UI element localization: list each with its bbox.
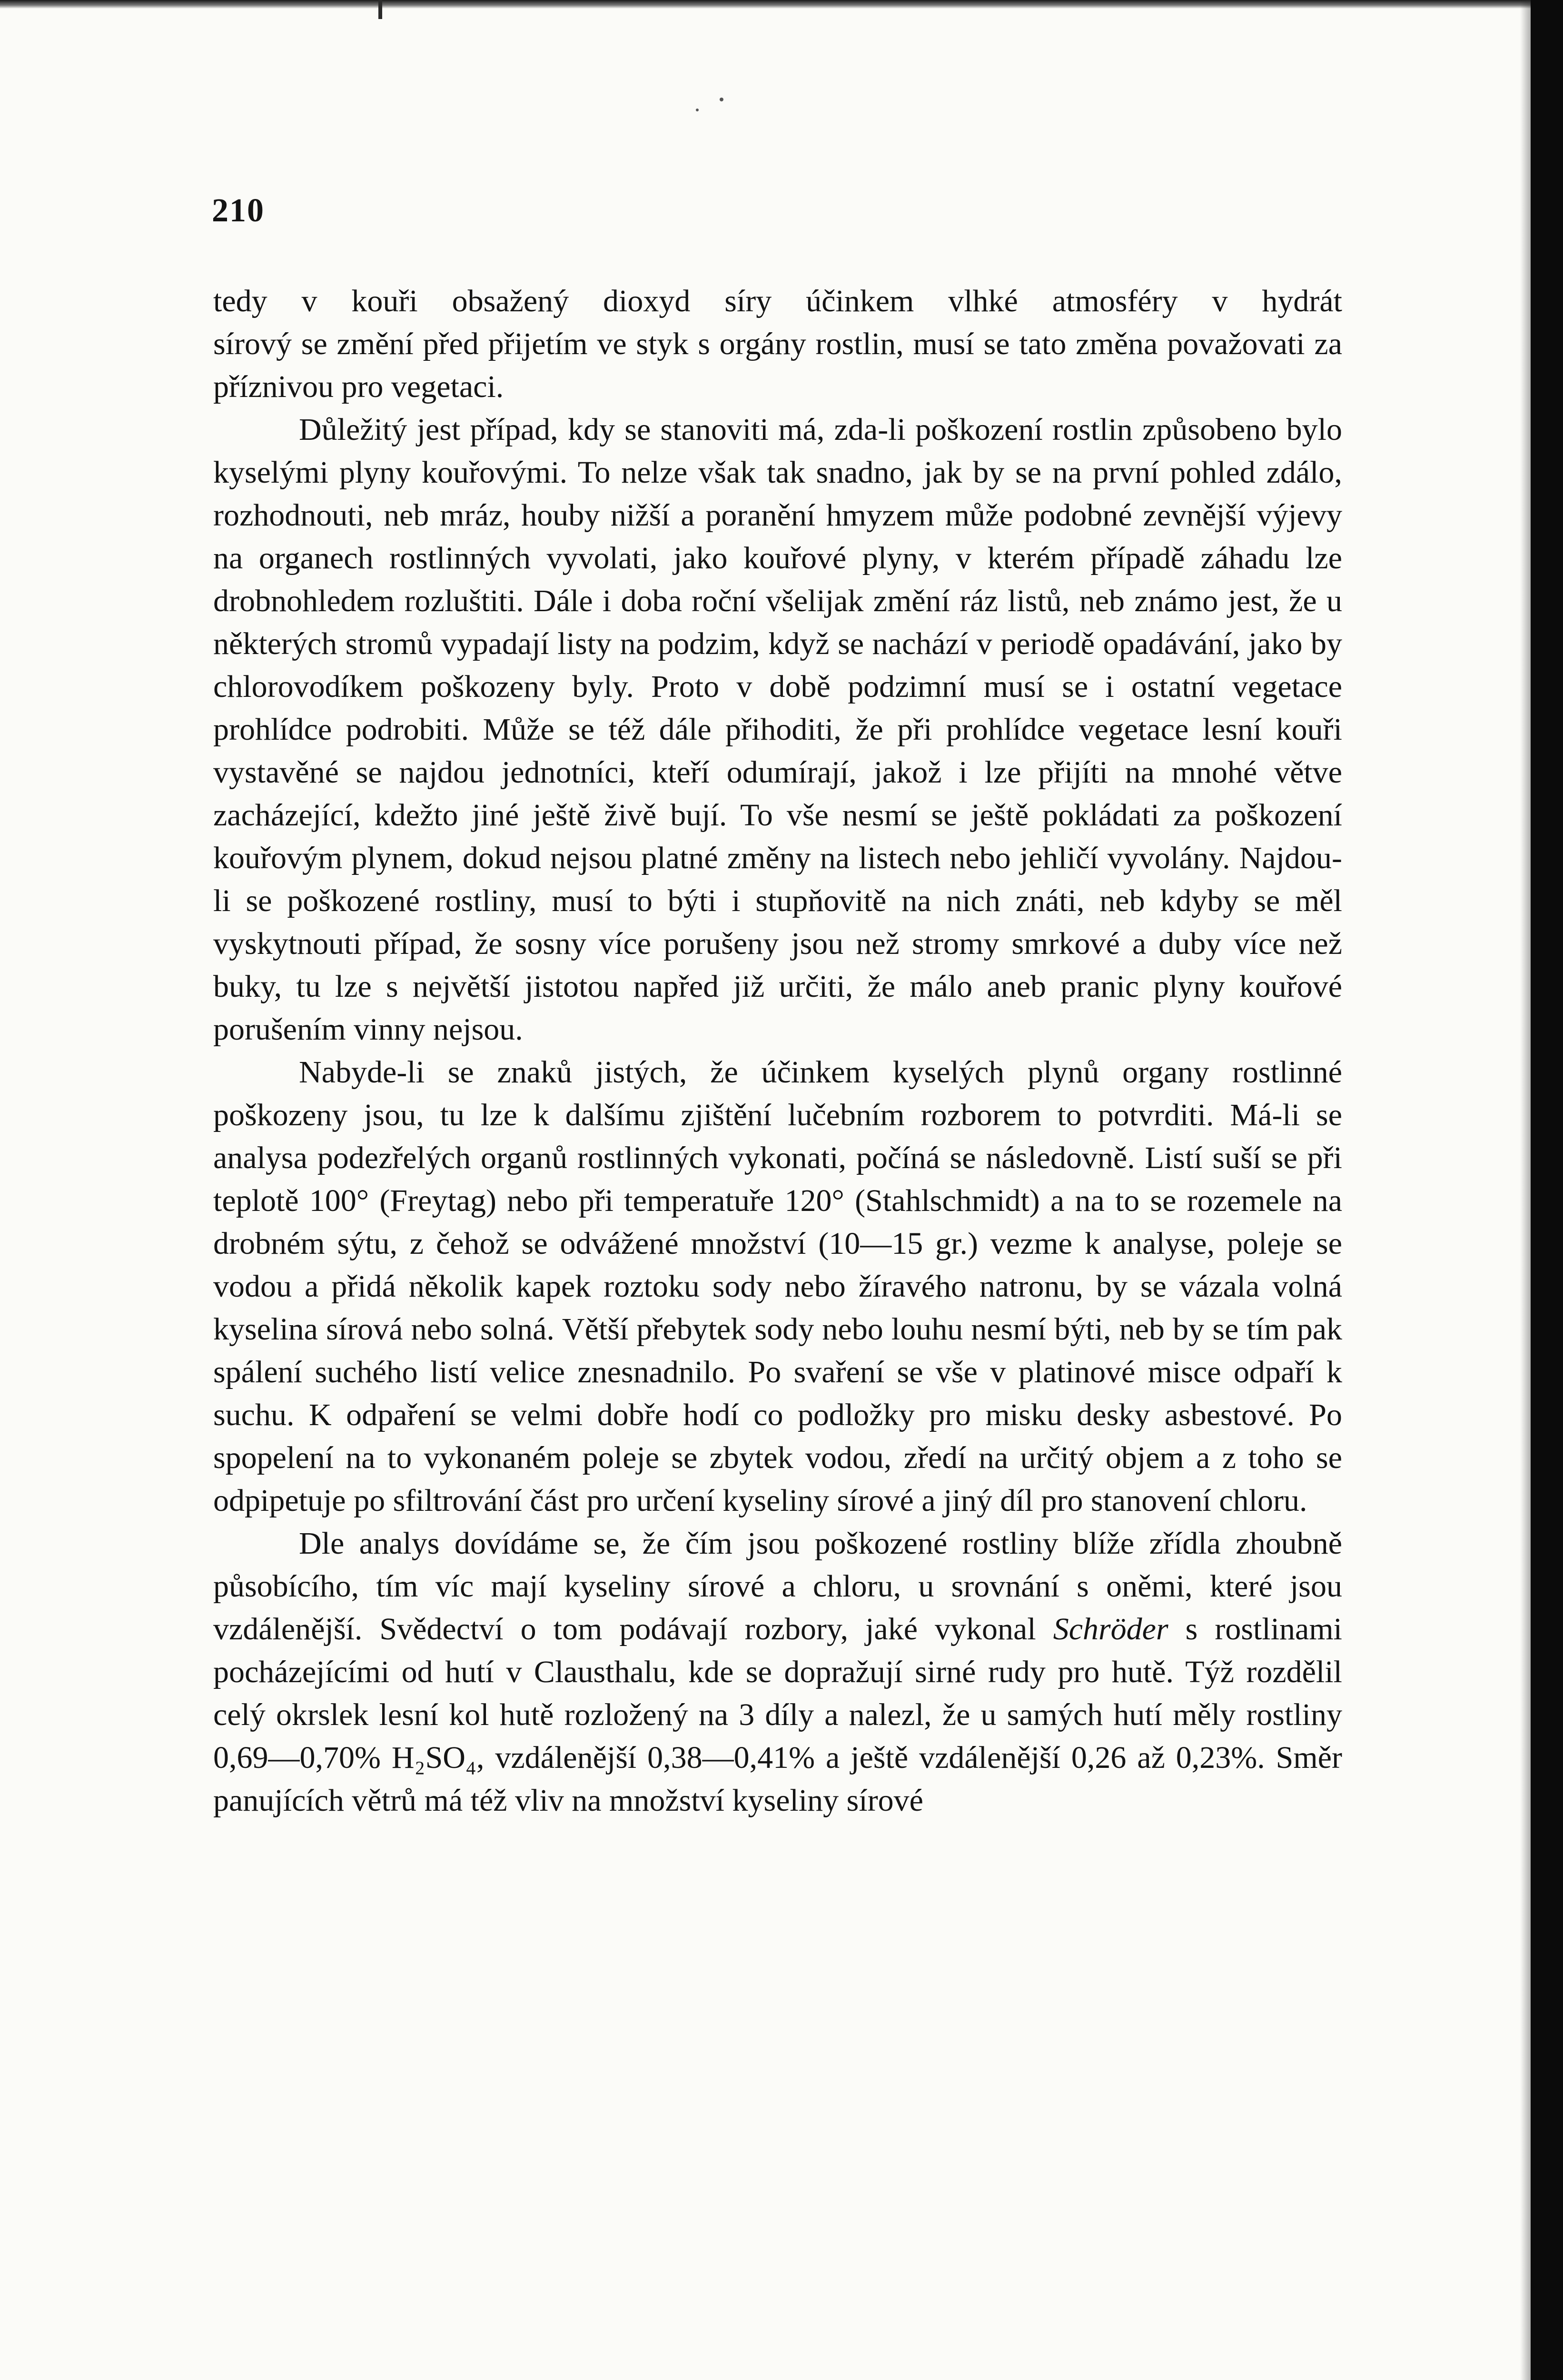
scan-top-edge bbox=[0, 0, 1563, 9]
scan-artifact bbox=[720, 98, 723, 101]
scan-right-shadow bbox=[1520, 0, 1531, 2380]
paragraph: Důležitý jest případ, kdy se stanoviti má, zda-li poškození rostlin způsobeno bylo kyselými plyny kouřovými. To nelze však tak snadno, jak by se na první pohled zdálo, rozhodnouti, neb mráz, houby nižší a poranění hmyzem může podobné zevnější výjevy na organech rostlinných vyvolati, jako kouřové plyny, v kterém případě záhadu lze drobnohledem rozluštiti. Dále i doba roční všelijak změní ráz listů, neb známo jest, že u některých stromů vypadají listy na podzim, když se nachází v periodě opadávání, jako by chlorovodíkem poškozeny byly. Proto v době podzimní musí se i ostatní vegetace prohlídce podrobiti. Může se též dále přihoditi, že při prohlídce vegetace lesní kouři vystavěné se najdou jednotníci, kteří odumírají, jakož i lze přijíti na mnohé větve zacházející, kdežto jiné ještě živě bují. To vše nesmí se ještě pokládati za poškození kouřovým plynem, dokud nejsou platné změny na listech nebo jehličí vyvolány. Najdou-li se poškozené rostliny, musí to býti i stupňovitě na nich znáti, neb kdyby se měl vyskytnouti případ, že sosny více porušeny jsou než stromy smrkové a duby více než buky, tu lze s největší jistotou napřed již určiti, že málo aneb pranic plyny kouřové porušením vinny nejsou. bbox=[213, 412, 1342, 1047]
scan-right-edge bbox=[1531, 0, 1563, 2380]
paragraph: Nabyde-li se znaků jistých, že účinkem kyselých plynů organy rostlinné poškozeny jsou, tu lze k dalšímu zjištění lučebním rozborem to potvrditi. Má-li se analysa podezřelých organů rostlinných vykonati, počíná se následovně. Listí suší se při teplotě 100° (Freytag) nebo při temperatuře 120° (Stahlschmidt) a na to se rozemele na drobném sýtu, z čehož se odvážené množství (10—15 gr.) vezme k analyse, poleje se vodou a přidá několik kapek roztoku sody nebo žíravého natronu, by se vázala volná kyselina sírová nebo solná. Větší přebytek sody nebo louhu nesmí býti, neb by se tím pak spálení suchého listí velice znesnadnilo. Po svaření se vše v platinové misce odpaří k suchu. K odpaření se velmi dobře hodí co podložky pro misku desky asbestové. Po spopelení na to vykonaném poleje se zbytek vodou, zředí na určitý objem a z toho se odpipetuje po sfiltrování část pro určení kyseliny sírové a jiný díl pro stanovení chloru. bbox=[213, 1055, 1342, 1518]
scan-artifact bbox=[378, 0, 382, 19]
body-text bbox=[213, 280, 1342, 1822]
paragraph-continued bbox=[213, 280, 1342, 408]
paragraph-text: s rostlinami pocházejícími od hutí v Clausthalu, kde se dopražují sirné rudy pro hutě. Týž rozdělil celý okrslek lesní kol hutě rozložený na 3 díly a nalezl, že u samých hutí měly rostliny 0,69—0,70% H₂SO₄, vzdálenější 0,38—0,41% a ještě vzdálenější 0,26 až 0,23%. Směr panujících větrů má též vliv na množství kyseliny sírové bbox=[213, 1612, 1343, 1818]
paragraph bbox=[213, 1522, 1342, 1822]
page-number: 210 bbox=[212, 192, 265, 229]
paragraph-first-line: tedy v kouři obsažený dioxyd síry účinkem vlhké atmosféry v hydrát bbox=[213, 284, 1342, 318]
scan-artifact bbox=[696, 109, 699, 111]
paragraph-text: Dle analys dovídáme se, že čím jsou poškozené rostliny blíže zřídla zhoubně působícího, tím víc mají kyseliny sírové a chloru, u srovnání s oněmi, které jsou vzdálenější. Svědectví o tom podávají rozbory, jaké vykonal bbox=[213, 1526, 1342, 1646]
author-name: Schröder bbox=[1053, 1612, 1168, 1646]
paragraph-text: sírový se změní před přijetím ve styk s orgány rostlin, musí se tato změna považovati za příznivou pro vegetaci. bbox=[213, 327, 1342, 404]
